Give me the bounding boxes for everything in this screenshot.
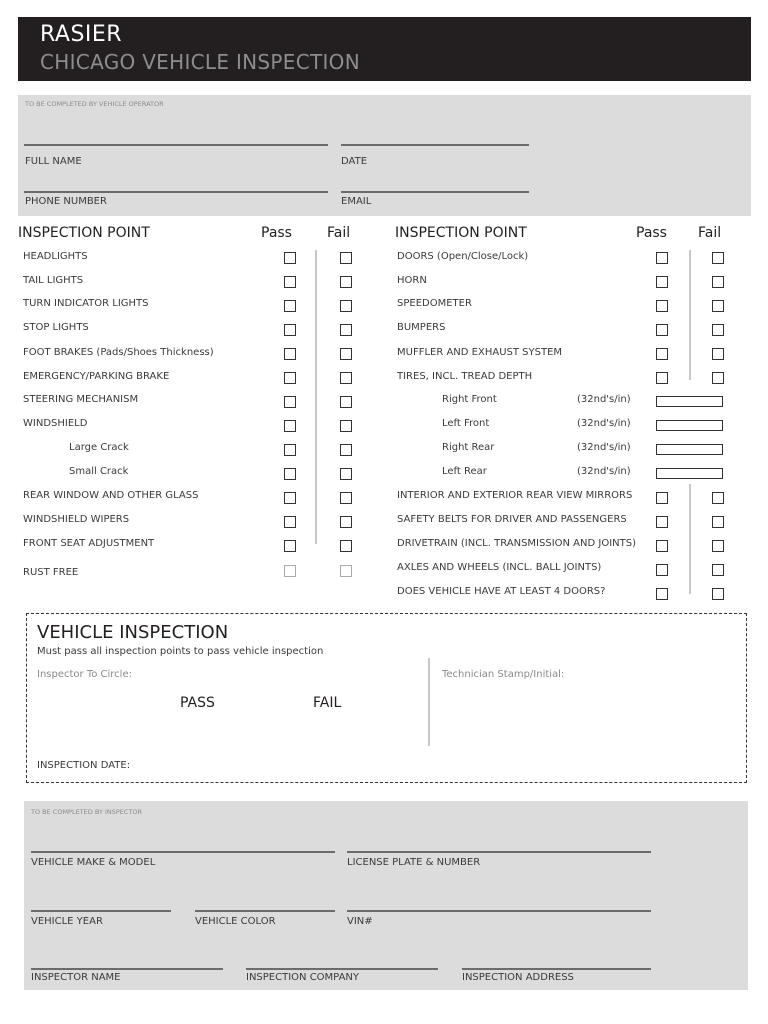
right-item-label: SPEEDOMETER [397, 298, 472, 309]
left-item-label: RUST FREE [23, 567, 79, 578]
make-model-field[interactable] [31, 851, 335, 853]
left-item-label: STOP LIGHTS [23, 322, 89, 333]
plate-label: LICENSE PLATE & NUMBER [347, 857, 481, 868]
fail-checkbox[interactable] [340, 565, 352, 577]
right-column-divider-bottom [689, 484, 691, 594]
pass-checkbox[interactable] [284, 540, 296, 552]
pass-checkbox[interactable] [284, 300, 296, 312]
inspection-date-label: INSPECTION DATE: [37, 760, 131, 771]
inspector-name-label: INSPECTOR NAME [31, 972, 121, 983]
right-item-label: DOORS (Open/Close/Lock) [397, 251, 529, 262]
left-item-label: FRONT SEAT ADJUSTMENT [23, 538, 155, 549]
pass-checkbox[interactable] [284, 565, 296, 577]
pass-checkbox[interactable] [656, 588, 668, 600]
inspector-section [24, 801, 748, 990]
pass-checkbox[interactable] [284, 324, 296, 336]
fail-checkbox[interactable] [340, 324, 352, 336]
inspector-name-field[interactable] [31, 968, 223, 970]
left-item-label: WINDSHIELD [23, 418, 88, 429]
right-item-label: BUMPERS [397, 322, 446, 333]
fail-checkbox[interactable] [340, 492, 352, 504]
fail-checkbox[interactable] [340, 516, 352, 528]
left-item-label: TURN INDICATOR LIGHTS [23, 298, 149, 309]
fail-checkbox[interactable] [340, 540, 352, 552]
fail-checkbox[interactable] [340, 300, 352, 312]
tread-depth-input[interactable] [656, 396, 723, 407]
phone-label: PHONE NUMBER [25, 196, 107, 207]
technician-stamp-label: Technician Stamp/Initial: [442, 669, 565, 680]
left-col-point-header: INSPECTION POINT [18, 225, 150, 241]
fail-checkbox[interactable] [340, 396, 352, 408]
right-item-label: INTERIOR AND EXTERIOR REAR VIEW MIRRORS [397, 490, 633, 501]
fail-checkbox[interactable] [340, 372, 352, 384]
vin-label: VIN# [347, 916, 373, 927]
fail-checkbox[interactable] [340, 468, 352, 480]
right-item-label: MUFFLER AND EXHAUST SYSTEM [397, 347, 563, 358]
fail-checkbox[interactable] [712, 372, 724, 384]
pass-checkbox[interactable] [284, 468, 296, 480]
inspector-section-note: TO BE COMPLETED BY INSPECTOR [31, 808, 143, 816]
pass-checkbox[interactable] [656, 516, 668, 528]
fail-checkbox[interactable] [712, 348, 724, 360]
tread-item-label: Left Rear [442, 466, 487, 477]
inspector-circle-label: Inspector To Circle: [37, 669, 132, 680]
fail-checkbox[interactable] [712, 276, 724, 288]
pass-checkbox[interactable] [656, 348, 668, 360]
color-label: VEHICLE COLOR [195, 916, 276, 927]
left-col-pass-header: Pass [261, 225, 292, 241]
pass-checkbox[interactable] [656, 324, 668, 336]
left-item-label: TAIL LIGHTS [23, 275, 84, 286]
right-col-fail-header: Fail [698, 225, 722, 241]
pass-checkbox[interactable] [656, 564, 668, 576]
tread-unit-label: (32nd's/in) [577, 394, 631, 405]
operator-section-note: TO BE COMPLETED BY VEHICLE OPERATOR [25, 100, 164, 108]
right-item-label: DRIVETRAIN (INCL. TRANSMISSION AND JOINTS) [397, 538, 636, 549]
fail-checkbox[interactable] [712, 564, 724, 576]
pass-option[interactable]: PASS [180, 695, 215, 711]
right-item-label: HORN [397, 275, 427, 286]
left-subitem-label: Large Crack [69, 442, 129, 453]
tread-item-label: Right Front [442, 394, 497, 405]
left-subitem-label: Small Crack [69, 466, 129, 477]
tread-unit-label: (32nd's/in) [577, 466, 631, 477]
pass-checkbox[interactable] [656, 492, 668, 504]
inspection-address-label: INSPECTION ADDRESS [462, 972, 574, 983]
left-item-label: FOOT BRAKES (Pads/Shoes Thickness) [23, 347, 214, 358]
tread-item-label: Left Front [442, 418, 490, 429]
pass-checkbox[interactable] [284, 492, 296, 504]
tread-depth-input[interactable] [656, 468, 723, 479]
pass-checkbox[interactable] [656, 300, 668, 312]
email-label: EMAIL [341, 196, 372, 207]
brand-title: RASIER [40, 22, 123, 47]
pass-checkbox[interactable] [284, 348, 296, 360]
right-item-label: AXLES AND WHEELS (INCL. BALL JOINTS) [397, 562, 602, 573]
left-item-label: HEADLIGHTS [23, 251, 88, 262]
color-field[interactable] [195, 910, 335, 912]
date-field[interactable] [341, 144, 529, 146]
right-col-point-header: INSPECTION POINT [395, 225, 527, 241]
fail-checkbox[interactable] [712, 516, 724, 528]
stamp-divider [428, 658, 430, 746]
full-name-field[interactable] [24, 144, 328, 146]
make-model-label: VEHICLE MAKE & MODEL [31, 857, 156, 868]
year-field[interactable] [31, 910, 171, 912]
left-item-label: REAR WINDOW AND OTHER GLASS [23, 490, 199, 501]
inspection-address-field[interactable] [462, 968, 651, 970]
fail-checkbox[interactable] [340, 348, 352, 360]
inspection-company-field[interactable] [246, 968, 438, 970]
pass-checkbox[interactable] [284, 276, 296, 288]
fail-checkbox[interactable] [712, 588, 724, 600]
tread-unit-label: (32nd's/in) [577, 442, 631, 453]
tread-item-label: Right Rear [442, 442, 495, 453]
inspection-title: VEHICLE INSPECTION [37, 622, 229, 643]
pass-checkbox[interactable] [656, 276, 668, 288]
pass-checkbox[interactable] [284, 420, 296, 432]
date-label: DATE [341, 156, 368, 167]
right-item-label: DOES VEHICLE HAVE AT LEAST 4 DOORS? [397, 586, 606, 597]
left-item-label: WINDSHIELD WIPERS [23, 514, 130, 525]
vehicle-inspection-box [26, 613, 747, 783]
pass-checkbox[interactable] [284, 252, 296, 264]
fail-checkbox[interactable] [712, 252, 724, 264]
pass-checkbox[interactable] [284, 396, 296, 408]
left-item-label: EMERGENCY/PARKING BRAKE [23, 371, 170, 382]
fail-checkbox[interactable] [712, 324, 724, 336]
fail-option[interactable]: FAIL [313, 695, 342, 711]
pass-checkbox[interactable] [284, 444, 296, 456]
right-column-divider-top [689, 250, 691, 380]
fail-checkbox[interactable] [712, 300, 724, 312]
full-name-label: FULL NAME [25, 156, 82, 167]
left-item-label: STEERING MECHANISM [23, 394, 139, 405]
plate-field[interactable] [347, 851, 651, 853]
fail-checkbox[interactable] [340, 444, 352, 456]
tread-depth-input[interactable] [656, 420, 723, 431]
fail-checkbox[interactable] [340, 276, 352, 288]
left-column-divider [315, 250, 317, 544]
pass-checkbox[interactable] [656, 252, 668, 264]
pass-checkbox[interactable] [284, 372, 296, 384]
inspection-subtitle: Must pass all inspection points to pass vehicle inspection [37, 646, 324, 657]
right-col-pass-header: Pass [636, 225, 667, 241]
fail-checkbox[interactable] [712, 540, 724, 552]
pass-checkbox[interactable] [656, 540, 668, 552]
tread-depth-input[interactable] [656, 444, 723, 455]
vin-field[interactable] [347, 910, 651, 912]
fail-checkbox[interactable] [340, 420, 352, 432]
year-label: VEHICLE YEAR [31, 916, 103, 927]
tread-unit-label: (32nd's/in) [577, 418, 631, 429]
fail-checkbox[interactable] [712, 492, 724, 504]
right-item-label: SAFETY BELTS FOR DRIVER AND PASSENGERS [397, 514, 627, 525]
header-bar [18, 17, 751, 81]
operator-section [18, 95, 751, 216]
left-col-fail-header: Fail [327, 225, 351, 241]
pass-checkbox[interactable] [284, 516, 296, 528]
pass-checkbox[interactable] [656, 372, 668, 384]
email-field[interactable] [341, 191, 529, 193]
fail-checkbox[interactable] [340, 252, 352, 264]
right-item-label: TIRES, INCL. TREAD DEPTH [397, 371, 533, 382]
inspection-company-label: INSPECTION COMPANY [246, 972, 359, 983]
form-subtitle: CHICAGO VEHICLE INSPECTION [40, 50, 360, 74]
phone-field[interactable] [24, 191, 328, 193]
